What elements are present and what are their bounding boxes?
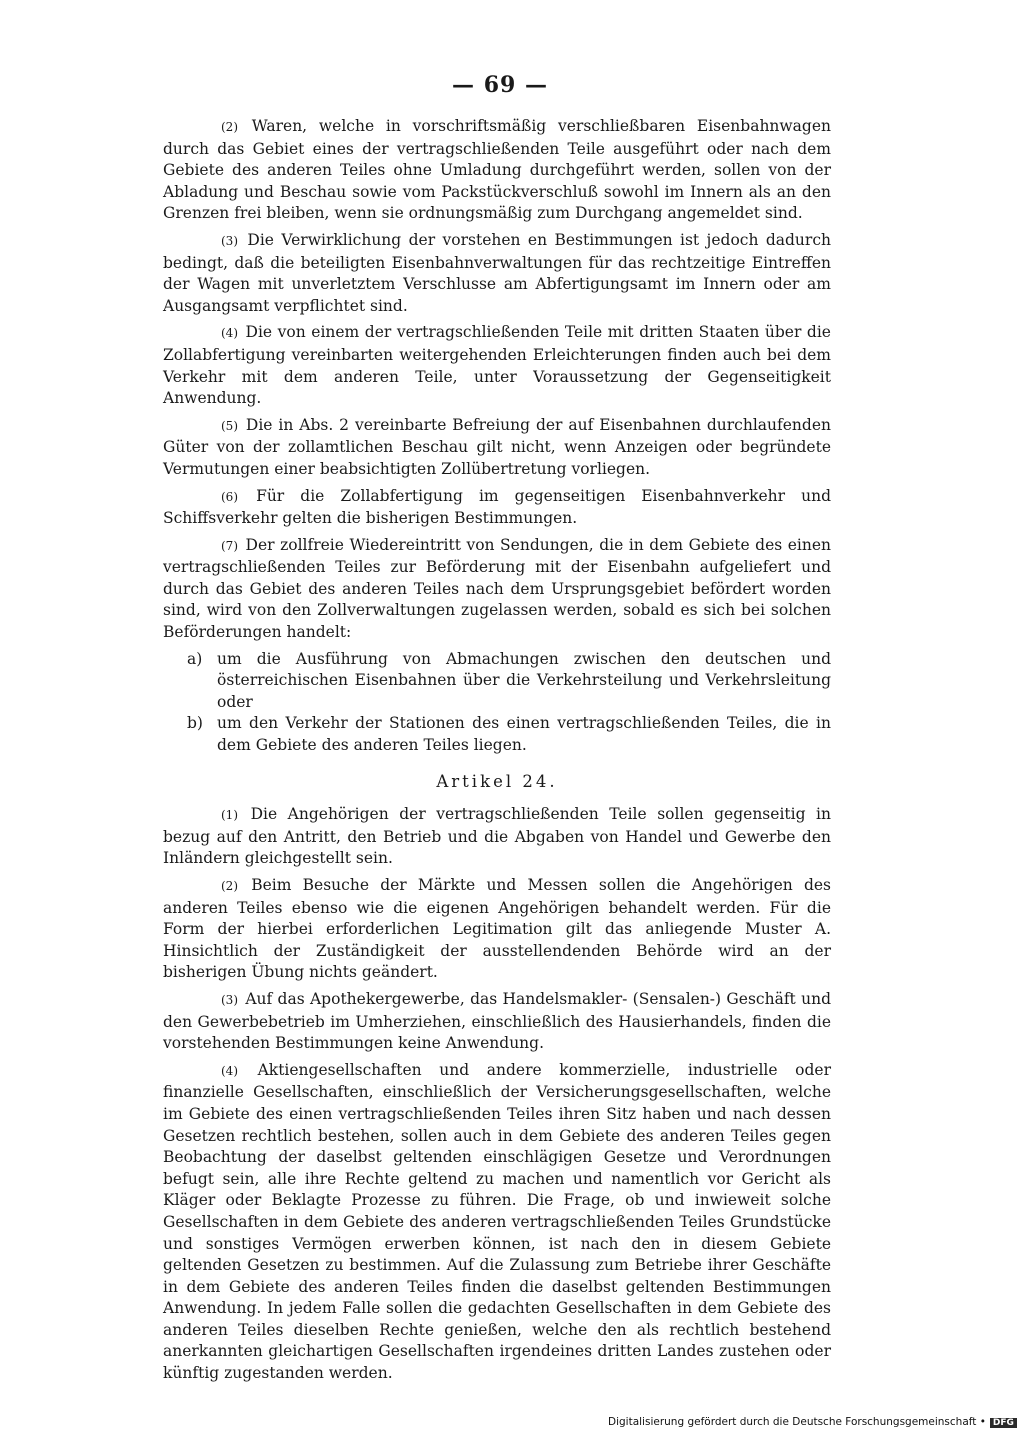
paragraph-number: (1): [221, 808, 238, 823]
list-marker: b): [187, 714, 203, 733]
list-item: [187, 713, 831, 756]
page-number: — 69 —: [452, 72, 548, 98]
footer-text: Digitalisierung gefördert durch die Deutsche Forschungsgemeinschaft •: [608, 1416, 986, 1428]
paragraph: [163, 1060, 831, 1385]
paragraph: [163, 804, 831, 870]
paragraph: [163, 989, 831, 1055]
paragraph: [163, 415, 831, 481]
list-item-text: um die Ausführung von Abmachungen zwischen den deutschen und österreichischen Eisenbahnen über die Verkehrsteilung und Verkehrsleitung oder: [217, 649, 831, 711]
paragraph: [163, 875, 831, 984]
document-body: [163, 116, 831, 1390]
list-marker: a): [187, 649, 203, 668]
paragraph-number: (6): [221, 489, 238, 504]
article-heading: Artikel 24.: [436, 771, 558, 791]
paragraph: [163, 535, 831, 644]
list-item-text: um den Verkehr der Stationen des einen vertragschließenden Teiles, die in dem Gebiete des anderen Teiles liegen.: [217, 714, 831, 755]
paragraph-number: (4): [221, 1063, 238, 1078]
paragraph-number: (3): [221, 233, 238, 248]
paragraph: [163, 116, 831, 225]
paragraph-text: Die in Abs. 2 vereinbarte Befreiung der auf Eisenbahnen durchlaufenden Güter von der zollamtlichen Beschau gilt nicht, wenn Anzeigen oder begründete Vermutungen einer beabsichtigten Zollübertretung vorliegen.: [163, 415, 831, 478]
dfg-logo: DFG: [990, 1418, 1017, 1428]
paragraph-number: (5): [221, 418, 238, 433]
paragraph: [163, 230, 831, 317]
paragraph-text: Die von einem der vertragschließenden Teile mit dritten Staaten über die Zollabfertigung vereinbarten weitergehenden Erleichterungen finden auch bei dem Verkehr mit dem anderen Teile, unter Voraussetzung der Gegenseitigkeit Anwendung.: [163, 323, 831, 408]
paragraph-number: (2): [221, 120, 238, 134]
paragraph-text: Der zollfreie Wiedereintritt von Sendungen, die in dem Gebiete des einen vertragschließenden Teiles zur Beförderung mit der Eisenbahn aufgeliefert und durch das Gebiet des anderen Teiles nach dem Ursprungsgebiet befördert worden sind, wird von den Zollverwaltungen zugelassen werden, sobald es sich bei solchen Beförderungen handelt:: [163, 535, 831, 642]
paragraph-text: Aktiengesellschaften und andere kommerzielle, industrielle oder finanzielle Gesellschaften, einschließlich der Versicherungsgesellschaften, welche im Gebiete des einen vertragschließenden Teiles ihren Sitz haben und nach dessen Gesetzen rechtlich bestehen, sollen auch in dem Gebiete des anderen Teiles gegen Beobachtung der daselbst geltenden einschlägigen Gesetze und Verordnungen befugt sein, alle ihre Rechte geltend zu machen und namentlich vor Gericht als Kläger oder Beklagte Prozesse zu führen. Die Frage, ob und inwieweit solche Gesellschaften in dem Gebiete des anderen vertragschließenden Teiles Grundstücke und sonstiges Vermögen erwerben können, ist nach den in diesem Gebiete geltenden Gesetzen zu bestimmen. Auf die Zulassung zum Betriebe ihrer Geschäfte in dem Gebiete des anderen Teiles finden die daselbst geltenden Bestimmungen Anwendung. In jedem Falle sollen die gedachten Gesellschaften in dem Gebiete des anderen Teiles dieselben Rechte genießen, welche den als rechtlich bestehend anerkannten gleichartigen Gesellschaften irgendeines dritten Landes zustehen oder künftig zugestanden werden.: [163, 1060, 831, 1383]
paragraphs-after: [163, 804, 831, 1384]
paragraphs-before: [163, 116, 831, 644]
paragraph-text: Waren, welche in vorschriftsmäßig verschließbaren Eisenbahnwagen durch das Gebiet eines der vertragschließenden Teile ausgeführt oder nach dem Gebiete des anderen Teiles ohne Umladung durchgeführt werden, sollen von der Abladung und Beschau sowie vom Packstückverschluß sowohl im Innern als an den Grenzen frei bleiben, wenn sie ordnungsmäßig zum Durchgang angemeldet sind.: [163, 117, 832, 223]
paragraph-text: Die Angehörigen der vertragschließenden Teile sollen gegenseitig in bezug auf den Antritt, den Betrieb und die Abgaben von Handel und Gewerbe den Inländern gleichgestellt sein.: [163, 805, 831, 868]
paragraph-text: Die Verwirklichung der vorstehen en Bestimmungen ist jedoch dadurch bedingt, daß die beteiligten Eisenbahnverwaltungen für das rechtzeitige Eintreffen der Wagen mit unverletztem Verschlusse am Abfertigungsamt im Innern oder am Ausgangsamt verpflichtet sind.: [163, 230, 831, 315]
paragraph-text: Auf das Apothekergewerbe, das Handelsmakler- (Sensalen-) Geschäft und den Gewerbebetrieb im Umherziehen, einschließlich des Hausierhandels, finden die vorstehenden Bestimmungen keine Anwendung.: [163, 989, 831, 1053]
paragraph: [163, 322, 831, 409]
paragraph-number: (2): [221, 879, 238, 893]
paragraph-number: (4): [221, 326, 238, 341]
digitization-footer: [608, 1416, 1014, 1428]
list-item: [187, 649, 831, 714]
paragraph-number: (3): [221, 992, 238, 1007]
paragraph-text: Beim Besuche der Märkte und Messen sollen die Angehörigen des anderen Teiles ebenso wie die eigenen Angehörigen behandelt werden. Für die Form der hierbei erforderlichen Legitimation gilt das anliegende Muster A. Hinsichtlich der Zuständigkeit der ausstellendenden Behörde wird an der bisherigen Übung nichts geändert.: [163, 876, 831, 982]
paragraph-number: (7): [221, 538, 238, 553]
paragraph-text: Für die Zollabfertigung im gegenseitigen Eisenbahnverkehr und Schiffsverkehr gelten die bisherigen Bestimmungen.: [163, 486, 831, 528]
enumerated-list: [187, 649, 831, 757]
paragraph: [163, 486, 831, 530]
